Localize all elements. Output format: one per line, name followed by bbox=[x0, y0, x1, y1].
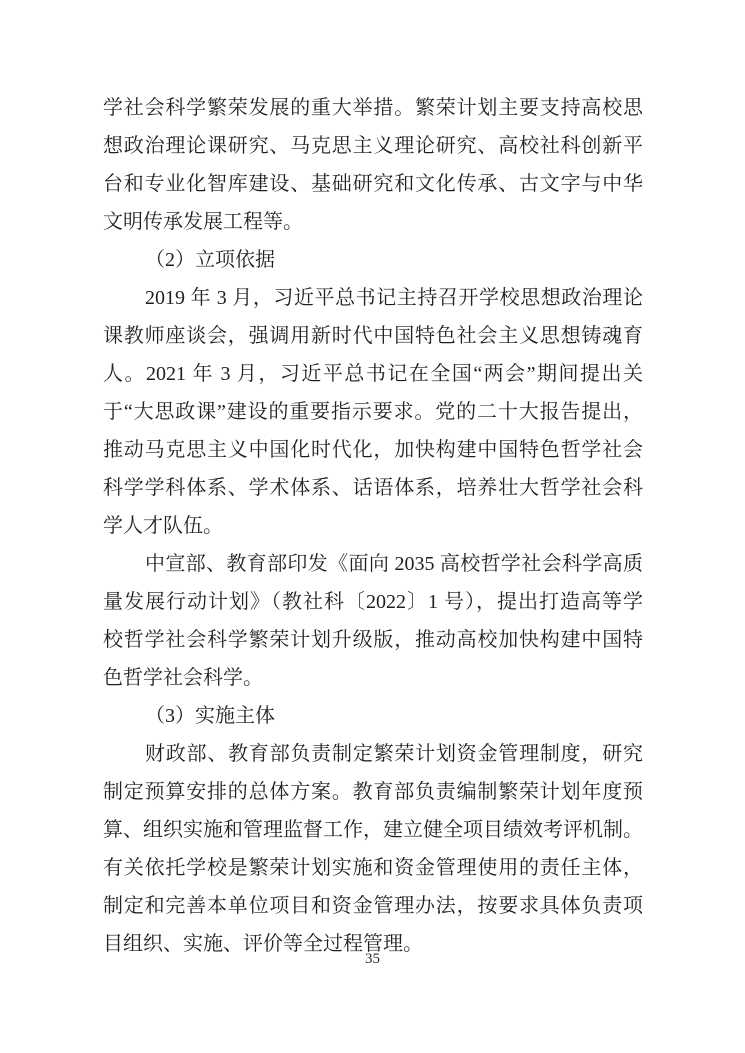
document-content bbox=[103, 89, 643, 963]
text-line: 量发展行动计划》（教社科〔2022〕1 号），提出打造高等学 bbox=[103, 591, 643, 613]
text-line: 科学学科体系、学术体系、话语体系，培养壮大哲学社会科 bbox=[103, 477, 643, 499]
text-line: 中宣部、教育部印发《面向 2035 高校哲学社会科学高质 bbox=[145, 553, 643, 575]
text-line: 于“大思政课”建设的重要指示要求。党的二十大报告提出， bbox=[103, 401, 643, 423]
text-line: 2019 年 3 月，习近平总书记主持召开学校思想政治理论 bbox=[145, 287, 643, 309]
section-heading: （2）立项依据 bbox=[145, 249, 275, 271]
text-line: 目组织、实施、评价等全过程管理。 bbox=[103, 933, 423, 955]
text-line: 课教师座谈会，强调用新时代中国特色社会主义思想铸魂育 bbox=[103, 325, 643, 347]
text-line: 学社会科学繁荣发展的重大举措。繁荣计划主要支持高校思 bbox=[103, 97, 643, 119]
text-line: 财政部、教育部负责制定繁荣计划资金管理制度，研究 bbox=[145, 743, 643, 765]
text-line: 算、组织实施和管理监督工作，建立健全项目绩效考评机制。 bbox=[103, 819, 643, 841]
text-line: 制定预算安排的总体方案。教育部负责编制繁荣计划年度预 bbox=[103, 781, 643, 803]
text-line: 色哲学社会科学。 bbox=[103, 667, 263, 689]
text-line: 想政治理论课研究、马克思主义理论研究、高校社科创新平 bbox=[103, 135, 643, 157]
text-line: 人。2021 年 3 月，习近平总书记在全国“两会”期间提出关 bbox=[103, 363, 643, 385]
text-line: 学人才队伍。 bbox=[103, 515, 223, 537]
text-line: 校哲学社会科学繁荣计划升级版，推动高校加快构建中国特 bbox=[103, 629, 643, 651]
text-line: 推动马克思主义中国化时代化，加快构建中国特色哲学社会 bbox=[103, 439, 643, 461]
text-line: 制定和完善本单位项目和资金管理办法，按要求具体负责项 bbox=[103, 895, 643, 917]
section-heading: （3）实施主体 bbox=[145, 705, 275, 727]
page-number: 35 bbox=[365, 951, 380, 967]
text-line: 有关依托学校是繁荣计划实施和资金管理使用的责任主体， bbox=[103, 857, 643, 879]
text-line: 文明传承发展工程等。 bbox=[103, 211, 303, 233]
text-line: 台和专业化智库建设、基础研究和文化传承、古文字与中华 bbox=[103, 173, 643, 195]
